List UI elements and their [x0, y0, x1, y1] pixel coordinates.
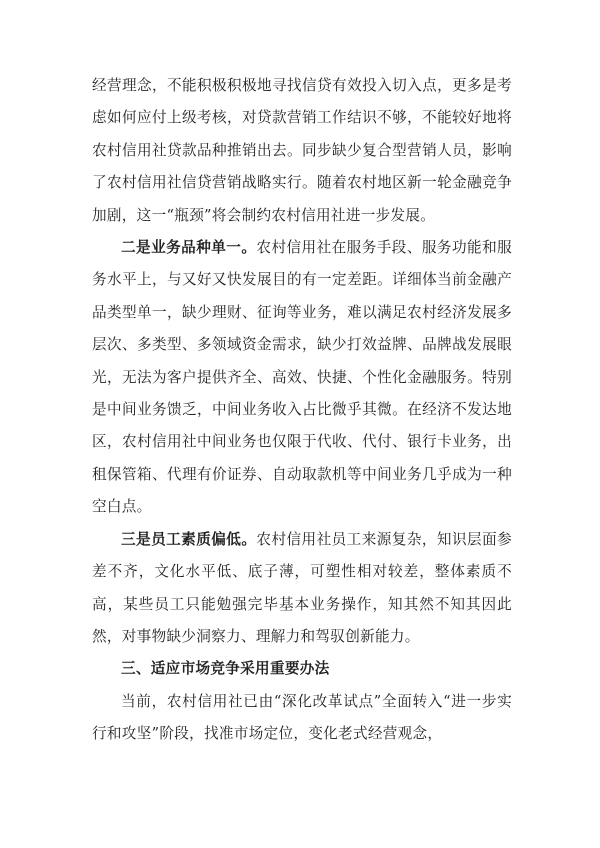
paragraph-body-staff-quality: 农村信用社员工来源复杂，知识层面参差不齐，文化水平低、底子薄，可塑性相对较差，整体素质不高，某些员工只能勉强完毕基本业务操作，知其然不知其因此然，对事物缺少洞察力、理解力和驾驭创新能力。	[92, 530, 513, 645]
paragraph-business-variety	[92, 232, 512, 524]
paragraph-continuation: 经营理念，不能积极积极地寻找信贷有效投入切入点，更多是考虑如何应付上级考核，对贷款营销工作结识不够，不能较好地将农村信用社贷款品种推销出去。同步缺少复合型营销人员，影响了农村信用社信贷营销战略实行。随着农村地区新一轮金融竞争加剧，这一“瓶颈”将会制约农村信用社进一步发展。	[92, 77, 512, 224]
section-heading: 三、适应市场竞争采用重要办法	[121, 660, 330, 678]
paragraph-current-status: 当前，农村信用社已由“深化改革试点”全面转入“进一步实行和攻坚”阶段，找准市场定位，变化老式经营观念，	[92, 692, 512, 743]
paragraph-staff-quality	[92, 524, 512, 654]
paragraph-lead-business-variety: 二是业务品种单一。	[121, 239, 257, 257]
document-body	[92, 70, 512, 751]
paragraph-body-business-variety: 农村信用社在服务手段、服务功能和服务水平上，与又好又快发展目的有一定差距。详细体当前金融产品类型单一，缺少理财、征询等业务，难以满足农村经济发展多层次、多类型、多领域资金需求，缺少打效益牌、品牌战发展眼光，无法为客户提供齐全、高效、快捷、个性化金融服务。特别是中间业务馈乏，中间业务收入占比微乎其微。在经济不发达地区，农村信用社中间业务也仅限于代收、代付、银行卡业务，出租保管箱、代理有价证券、自动取款机等中间业务几乎成为一种空白点。	[92, 239, 513, 516]
paragraph-lead-staff-quality: 三是员工素质偏低。	[121, 530, 257, 548]
